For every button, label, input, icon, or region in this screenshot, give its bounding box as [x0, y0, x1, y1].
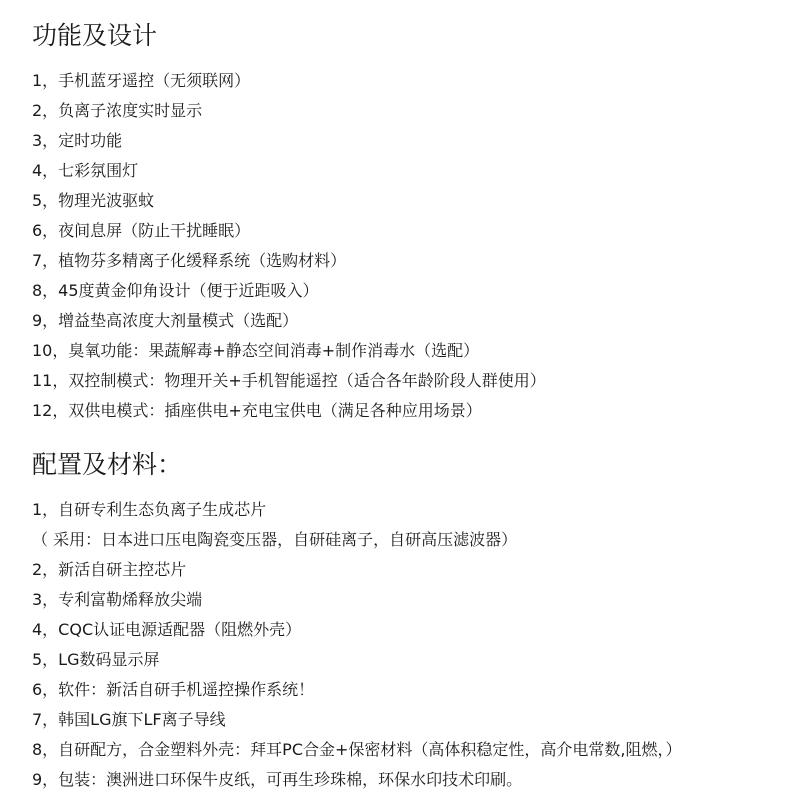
- functions-list: [32, 66, 780, 426]
- list-item: 8，45度黄金仰角设计（便于近距吸入）: [32, 281, 319, 300]
- list-item: 11，双控制模式：物理开关+手机智能遥控（适合各年龄阶段人群使用）: [32, 371, 546, 390]
- config-heading: 配置及材料：: [32, 450, 183, 479]
- list-item: 2，新活自研主控芯片: [32, 560, 187, 579]
- list-item: 7，韩国LG旗下LF离子导线: [32, 710, 226, 729]
- list-item: 3，定时功能: [32, 131, 123, 150]
- config-list: [32, 495, 780, 795]
- list-item: 6，夜间息屏（防止干扰睡眠）: [32, 221, 251, 240]
- list-item: 8，自研配方，合金塑料外壳：拜耳PC合金+保密材料（高体积稳定性，高介电常数,阻燃，）: [32, 740, 682, 759]
- config-section: [32, 447, 780, 795]
- list-item: 12，双供电模式：插座供电+充电宝供电（满足各种应用场景）: [32, 401, 482, 420]
- list-item: 6，软件：新活自研手机遥控操作系统！: [32, 680, 315, 699]
- list-item: 2，负离子浓度实时显示: [32, 101, 203, 120]
- list-item: 1，自研专利生态负离子生成芯片: [32, 500, 267, 519]
- list-item: 4，CQC认证电源适配器（阻燃外壳）: [32, 620, 302, 639]
- list-item: 10，臭氧功能：果蔬解毒+静态空间消毒+制作消毒水（选配）: [32, 341, 480, 360]
- list-item: 4，七彩氛围灯: [32, 161, 139, 180]
- functions-section: [32, 18, 780, 426]
- list-item: 5，物理光波驱蚊: [32, 191, 155, 210]
- list-item: 7，植物芬多精离子化缓释系统（选购材料）: [32, 251, 347, 270]
- list-item: 5，LG数码显示屏: [32, 650, 160, 669]
- list-item: 9，增益垫高浓度大剂量模式（选配）: [32, 311, 299, 330]
- list-item: 3，专利富勒烯释放尖端: [32, 590, 203, 609]
- list-item: 1，手机蓝牙遥控（无须联网）: [32, 71, 251, 90]
- list-item: （ 采用：日本进口压电陶瓷变压器，自研硅离子，自研高压滤波器）: [32, 530, 518, 549]
- functions-heading: 功能及设计: [32, 21, 158, 50]
- list-item: 9，包装：澳洲进口环保牛皮纸，可再生珍珠棉，环保水印技术印刷。: [32, 770, 523, 789]
